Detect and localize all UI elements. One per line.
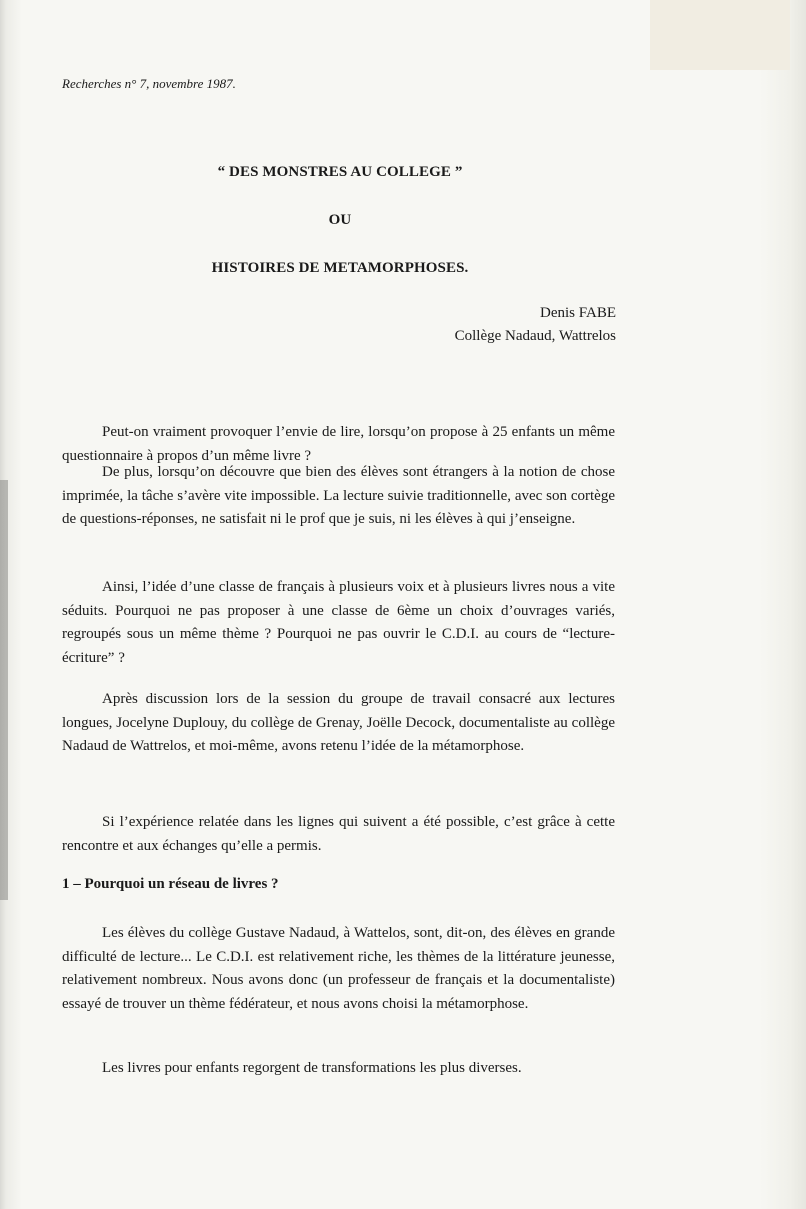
section-paragraph-1-text: Les élèves du collège Gustave Nadaud, à Wattelos, sont, dit-on, des élèves en grande difficulté de lecture... Le C.D.I. est relativement riche, les thèmes de la littérature jeunesse, relativement nombreux. Nous avons donc (un professeur de français et la documentaliste) essayé de trouver un thème fédérateur, et nous avons choisi la métamorphose.	[62, 925, 615, 1012]
section-paragraph-2-text: Les livres pour enfants regorgent de transformations les plus diverses.	[102, 1060, 522, 1076]
paragraph-5	[62, 811, 615, 858]
running-head: Recherches n° 7, novembre 1987.	[62, 76, 236, 91]
paragraph-3	[62, 576, 615, 670]
paragraph-2	[62, 461, 615, 532]
paragraph-2-text: De plus, lorsqu’on découvre que bien des élèves sont étrangers à la notion de chose imprimée, la tâche s’avère vite impossible. La lecture suivie traditionnelle, avec son cortège de questions-réponses, ne satisfait ni le prof que je suis, ni les élèves à qui j’enseigne.	[62, 464, 615, 527]
author-affiliation: Collège Nadaud, Wattrelos	[454, 328, 616, 344]
title-line-3: HISTOIRES DE METAMORPHOSES.	[211, 260, 469, 276]
section-paragraph-2	[62, 1057, 615, 1081]
paper-stain	[650, 0, 790, 70]
paragraph-5-text: Si l’expérience relatée dans les lignes qui suivent a été possible, c’est grâce à cette rencontre et aux échanges qu’elle a permis.	[62, 814, 615, 854]
paragraph-4-text: Après discussion lors de la session du groupe de travail consacré aux lectures longues, Jocelyne Duplouy, du collège de Grenay, Joëlle Decock, documentaliste au collège Nadaud de Wattrelos, et moi-même, avons retenu l’idée de la métamorphose.	[62, 691, 615, 754]
section-heading: 1 – Pourquoi un réseau de livres ?	[62, 876, 279, 892]
author-name: Denis FABE	[540, 305, 616, 321]
paragraph-1-text: Peut-on vraiment provoquer l’envie de lire, lorsqu’on propose à 25 enfants un même questionnaire à propos d’un même livre ?	[62, 424, 615, 464]
title-line-1: “ DES MONSTRES AU COLLEGE ”	[217, 164, 463, 180]
section-paragraph-1	[62, 922, 615, 1016]
title-line-2: OU	[328, 212, 352, 228]
paragraph-4	[62, 688, 615, 759]
paragraph-3-text: Ainsi, l’idée d’une classe de français à plusieurs voix et à plusieurs livres nous a vite séduits. Pourquoi ne pas proposer à une classe de 6ème un choix d’ouvrages variés, regroupés sous un même thème ? Pourquoi ne pas ouvrir le C.D.I. au cours de “lecture-écriture” ?	[62, 579, 615, 666]
scan-edge-shadow	[0, 480, 8, 900]
